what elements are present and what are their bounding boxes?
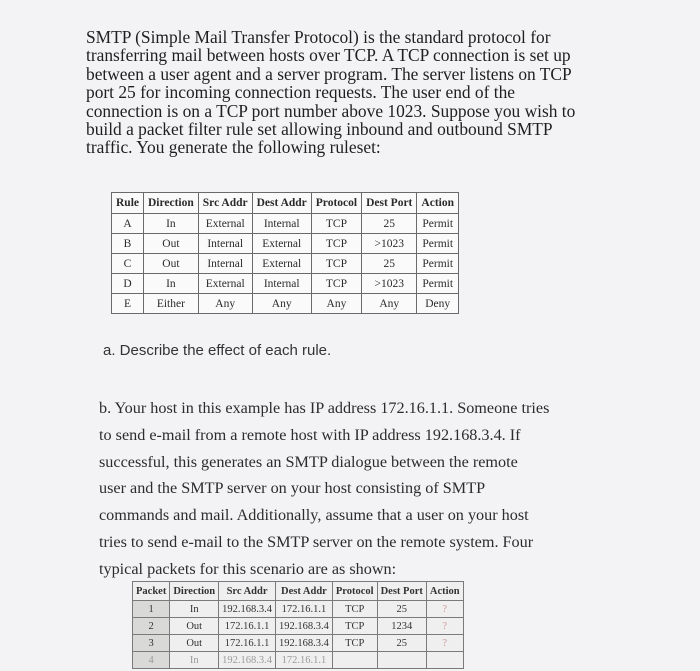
cell: 4 bbox=[133, 652, 170, 669]
cell bbox=[332, 652, 377, 669]
col-header-src-addr: Src Addr bbox=[198, 193, 252, 214]
cell: 25 bbox=[362, 214, 417, 234]
cell: Internal bbox=[252, 274, 311, 294]
cell: TCP bbox=[332, 618, 377, 635]
question-b-line: commands and mail. Additionally, assume that a user on your host bbox=[99, 506, 529, 525]
cell: D bbox=[112, 274, 144, 294]
cell: 192.168.3.4 bbox=[276, 635, 333, 652]
col-header-direction: Direction bbox=[144, 193, 199, 214]
ruleset-table-container bbox=[111, 192, 459, 314]
cell: TCP bbox=[311, 214, 361, 234]
cell: TCP bbox=[311, 274, 361, 294]
cell: 25 bbox=[362, 254, 417, 274]
question-b-line: user and the SMTP server on your host consisting of SMTP bbox=[99, 479, 486, 498]
cell: External bbox=[252, 254, 311, 274]
cell: 172.16.1.1 bbox=[219, 635, 276, 652]
col-header-packet: Packet bbox=[133, 582, 170, 601]
cell: 172.16.1.1 bbox=[276, 601, 333, 618]
question-b-line: to send e-mail from a remote host with IP address 192.168.3.4. If bbox=[99, 425, 521, 444]
cell: 192.168.3.4 bbox=[219, 652, 276, 669]
cell: >1023 bbox=[362, 234, 417, 254]
col-header-src-addr: Src Addr bbox=[219, 582, 276, 601]
cell: 172.16.1.1 bbox=[276, 652, 333, 669]
cell: B bbox=[112, 234, 144, 254]
cell: 192.168.3.4 bbox=[219, 601, 276, 618]
cell: 1234 bbox=[377, 618, 426, 635]
cell: ? bbox=[426, 601, 463, 618]
table-row bbox=[112, 254, 459, 274]
packets-table-container bbox=[132, 581, 464, 669]
cell: Permit bbox=[417, 234, 459, 254]
table-row bbox=[112, 274, 459, 294]
question-b-line: typical packets for this scenario are as shown: bbox=[99, 559, 397, 578]
col-header-protocol: Protocol bbox=[332, 582, 377, 601]
cell: External bbox=[252, 234, 311, 254]
cell: Any bbox=[311, 294, 361, 314]
cell: A bbox=[112, 214, 144, 234]
cell: Either bbox=[144, 294, 199, 314]
cell: ? bbox=[426, 635, 463, 652]
cell: Out bbox=[144, 254, 199, 274]
cell: 172.16.1.1 bbox=[219, 618, 276, 635]
cell: Out bbox=[170, 618, 219, 635]
cell bbox=[377, 652, 426, 669]
cell: >1023 bbox=[362, 274, 417, 294]
table-row bbox=[112, 294, 459, 314]
col-header-dest-port: Dest Port bbox=[362, 193, 417, 214]
table-row bbox=[112, 214, 459, 234]
cell: Internal bbox=[198, 234, 252, 254]
cell: 2 bbox=[133, 618, 170, 635]
cell: E bbox=[112, 294, 144, 314]
cell: 25 bbox=[377, 635, 426, 652]
intro-line: traffic. You generate the following ruleset: bbox=[86, 137, 381, 158]
cell: In bbox=[170, 652, 219, 669]
cell: 1 bbox=[133, 601, 170, 618]
table-row bbox=[133, 652, 464, 669]
table-row bbox=[133, 601, 464, 618]
cell: ? bbox=[426, 618, 463, 635]
intro-line: build a packet filter rule set allowing inbound and outbound SMTP bbox=[86, 119, 553, 140]
packets-header-row bbox=[133, 582, 464, 601]
cell: C bbox=[112, 254, 144, 274]
cell: 25 bbox=[377, 601, 426, 618]
col-header-action: Action bbox=[426, 582, 463, 601]
col-header-dest-port: Dest Port bbox=[377, 582, 426, 601]
question-b-line: successful, this generates an SMTP dialogue between the remote bbox=[99, 452, 518, 471]
intro-paragraph bbox=[86, 28, 646, 157]
table-row bbox=[112, 234, 459, 254]
table-row bbox=[133, 618, 464, 635]
question-b-line: b. Your host in this example has IP address 172.16.1.1. Someone tries bbox=[99, 399, 550, 417]
cell: Permit bbox=[417, 274, 459, 294]
table-row bbox=[133, 635, 464, 652]
cell: 192.168.3.4 bbox=[276, 618, 333, 635]
cell: TCP bbox=[332, 635, 377, 652]
cell: In bbox=[170, 601, 219, 618]
col-header-action: Action bbox=[417, 193, 459, 214]
intro-line: transferring mail between hosts over TCP. A TCP connection is set up bbox=[86, 45, 571, 66]
cell: TCP bbox=[311, 234, 361, 254]
ruleset-table bbox=[111, 192, 459, 314]
cell: Internal bbox=[198, 254, 252, 274]
cell: TCP bbox=[311, 254, 361, 274]
packets-table bbox=[132, 581, 464, 669]
intro-line: SMTP (Simple Mail Transfer Protocol) is the standard protocol for bbox=[86, 27, 551, 47]
cell: Any bbox=[362, 294, 417, 314]
col-header-direction: Direction bbox=[170, 582, 219, 601]
cell: In bbox=[144, 274, 199, 294]
question-b bbox=[99, 395, 629, 583]
intro-line: port 25 for incoming connection requests. The user end of the bbox=[86, 82, 516, 103]
question-b-line: tries to send e-mail to the SMTP server on the remote system. Four bbox=[99, 532, 534, 551]
cell: Permit bbox=[417, 254, 459, 274]
ruleset-header-row bbox=[112, 193, 459, 214]
cell: Deny bbox=[417, 294, 459, 314]
cell: Out bbox=[170, 635, 219, 652]
cell: In bbox=[144, 214, 199, 234]
intro-line: connection is on a TCP port number above 1023. Suppose you wish to bbox=[86, 100, 576, 121]
cell bbox=[426, 652, 463, 669]
cell: Permit bbox=[417, 214, 459, 234]
col-header-dest-addr: Dest Addr bbox=[276, 582, 333, 601]
cell: Any bbox=[252, 294, 311, 314]
cell: Any bbox=[198, 294, 252, 314]
question-a: a. Describe the effect of each rule. bbox=[103, 342, 332, 359]
cell: External bbox=[198, 214, 252, 234]
cell: 3 bbox=[133, 635, 170, 652]
cell: Out bbox=[144, 234, 199, 254]
cell: TCP bbox=[332, 601, 377, 618]
cell: Internal bbox=[252, 214, 311, 234]
col-header-dest-addr: Dest Addr bbox=[252, 193, 311, 214]
col-header-rule: Rule bbox=[112, 193, 144, 214]
intro-line: between a user agent and a server program. The server listens on TCP bbox=[86, 63, 572, 84]
col-header-protocol: Protocol bbox=[311, 193, 361, 214]
cell: External bbox=[198, 274, 252, 294]
